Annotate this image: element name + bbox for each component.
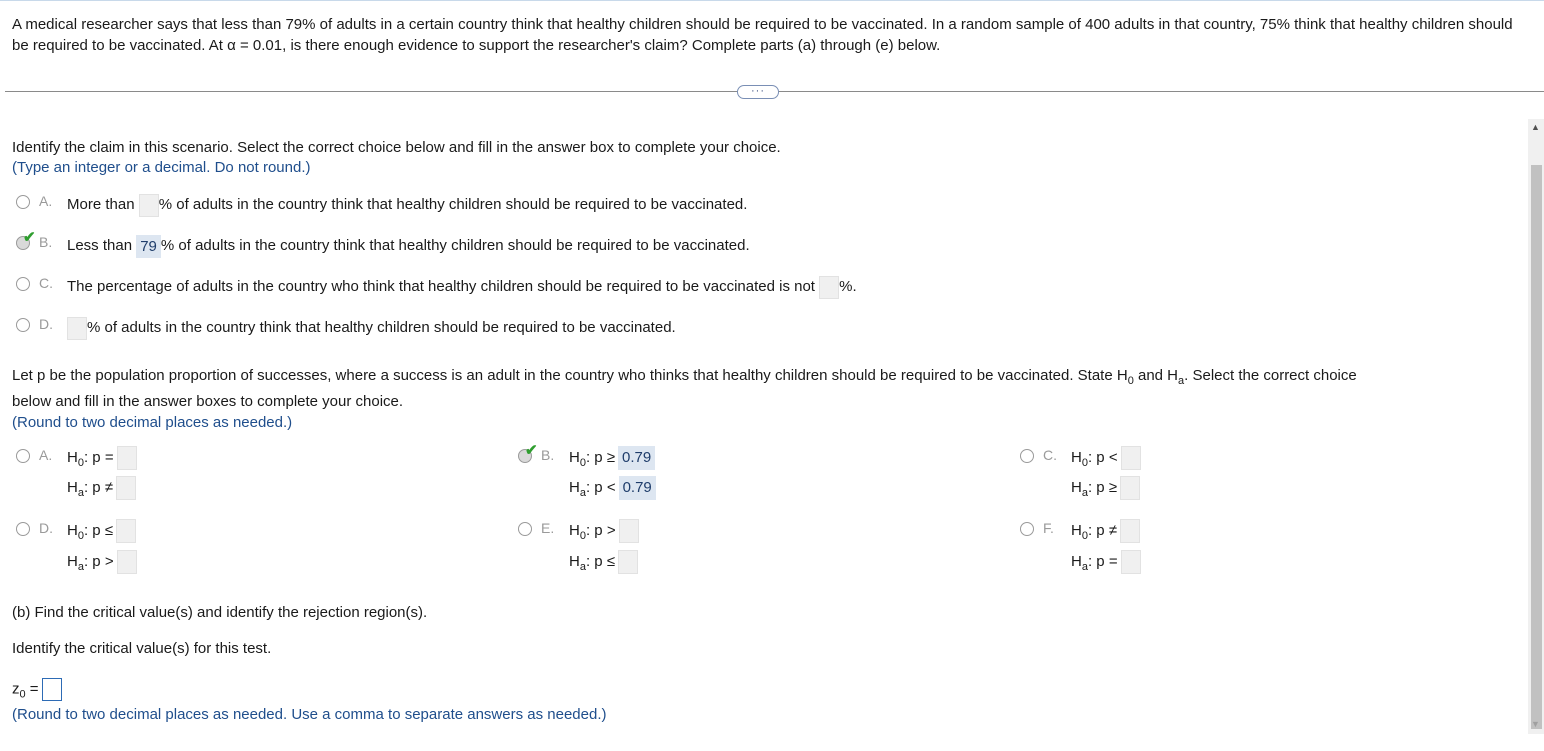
hyp-option-b-h0 (569, 446, 655, 470)
hypothesis-instruction-line2: below and fill in the answer boxes to complete your choice. (12, 393, 404, 410)
hyp-option-b-letter: B. (541, 447, 555, 463)
h-label: H (67, 552, 78, 570)
hyp-e-ha-relation: : p ≤ (585, 552, 616, 570)
h-label: H (569, 448, 580, 466)
hyp-option-e-h0-input[interactable] (619, 519, 639, 543)
scroll-up-icon[interactable]: ▲ (1531, 122, 1540, 132)
claim-option-a-input[interactable] (139, 194, 159, 217)
problem-statement: A medical researcher says that less than 79% of adults in a certain country think that healthy children should be required to be vaccinated. In a random sample of 400 adults in that country, 75% think that healthy children should be required to be vaccinated. At α = 0.01, is there enough evidence to support the researcher's claim? Complete parts (a) through (e) below. (12, 16, 1513, 54)
hyp-option-a-radio[interactable] (16, 449, 30, 463)
claim-option-b-answer[interactable]: 79 (136, 235, 161, 258)
scrollbar-thumb[interactable] (1531, 165, 1542, 729)
hyp-option-f-h0-input[interactable] (1120, 519, 1140, 543)
h-label: H (67, 521, 78, 539)
scroll-down-icon[interactable]: ▼ (1531, 719, 1540, 729)
hyp-e-h0-relation: : p > (585, 521, 616, 539)
ha-sub: a (579, 560, 586, 573)
claim-option-b (67, 234, 750, 258)
hyp-option-f-ha (1071, 550, 1141, 574)
ha-sub: a (77, 486, 84, 499)
claim-option-c (67, 275, 857, 299)
h0-sub: 0 (579, 529, 586, 542)
z0-input[interactable] (42, 678, 62, 701)
hyp-option-d-h0-input[interactable] (116, 519, 136, 543)
h-label: H (1071, 552, 1082, 570)
h-label: H (1071, 521, 1082, 539)
ha-subscript: a (1178, 375, 1185, 387)
hyp-option-e-radio[interactable] (518, 522, 532, 536)
claim-option-b-letter: B. (39, 234, 53, 250)
claim-option-c-post: %. (839, 278, 857, 295)
z-label: z (12, 680, 20, 698)
hyp-option-b-ha (569, 476, 656, 500)
hyp-option-d-letter: D. (39, 520, 53, 536)
claim-option-c-input[interactable] (819, 276, 839, 299)
hyp-option-d-radio[interactable] (16, 522, 30, 536)
hyp-option-a-letter: A. (39, 447, 53, 463)
hyp-option-e-h0 (569, 519, 639, 543)
h0-sub: 0 (77, 456, 84, 469)
h0-subscript: 0 (1127, 375, 1134, 387)
claim-option-a-radio[interactable] (16, 195, 30, 209)
h-label: H (1071, 448, 1082, 466)
hypothesis-hint: (Round to two decimal places as needed.) (12, 414, 293, 431)
correct-check-icon: ✔ (525, 442, 538, 459)
hyp-b-h0-relation: : p ≥ (585, 448, 616, 466)
hyp-f-h0-relation: : p ≠ (1087, 521, 1118, 539)
claim-hint: (Type an integer or a decimal. Do not round.) (12, 159, 311, 176)
hyp-option-a-ha-input[interactable] (116, 476, 136, 500)
hyp-option-f-ha-input[interactable] (1121, 550, 1141, 574)
hyp-option-a-ha (67, 476, 136, 500)
hyp-c-h0-relation: : p < (1087, 448, 1118, 466)
claim-option-a-post: % of adults in the country think that healthy children should be required to be vaccinated. (158, 196, 748, 213)
claim-option-c-letter: C. (39, 275, 53, 291)
claim-option-c-radio[interactable] (16, 277, 30, 291)
hyp-f-ha-relation: : p = (1087, 552, 1118, 570)
h0-sub: 0 (1081, 456, 1088, 469)
hyp-option-c-radio[interactable] (1020, 449, 1034, 463)
hypothesis-and: and H (1133, 367, 1179, 384)
h-label: H (1071, 478, 1082, 496)
h0-sub: 0 (1081, 529, 1088, 542)
ha-sub: a (77, 560, 84, 573)
h-label: H (67, 478, 78, 496)
h-label: H (569, 552, 580, 570)
hyp-option-d-h0 (67, 519, 136, 543)
claim-option-d (67, 316, 676, 340)
part-b-title: (b) Find the critical value(s) and identify the rejection region(s). (12, 604, 428, 621)
ha-sub: a (1081, 486, 1088, 499)
hyp-option-c-letter: C. (1043, 447, 1057, 463)
claim-option-a-letter: A. (39, 193, 53, 209)
claim-option-a-pre: More than (67, 196, 135, 213)
hyp-d-h0-relation: : p ≤ (83, 521, 114, 539)
claim-option-a (67, 193, 747, 217)
claim-option-c-pre: The percentage of adults in the country who think that healthy children should be required to be vaccinated is not (67, 278, 815, 295)
h-label: H (569, 521, 580, 539)
claim-option-d-radio[interactable] (16, 318, 30, 332)
hyp-c-ha-relation: : p ≥ (1087, 478, 1118, 496)
z-subscript: 0 (19, 688, 26, 701)
ha-sub: a (1081, 560, 1088, 573)
hyp-option-b-ha-answer[interactable]: 0.79 (619, 476, 656, 500)
hyp-option-a-h0-input[interactable] (117, 446, 137, 470)
z0-row (12, 678, 62, 701)
hyp-option-b-h0-answer[interactable]: 0.79 (618, 446, 655, 470)
hyp-option-c-h0 (1071, 446, 1141, 470)
hyp-option-c-h0-input[interactable] (1121, 446, 1141, 470)
correct-check-icon: ✔ (23, 229, 36, 246)
claim-instruction: Identify the claim in this scenario. Select the correct choice below and fill in the answer box to complete your choice. (12, 139, 781, 156)
hyp-option-f-radio[interactable] (1020, 522, 1034, 536)
critical-value-instruction: Identify the critical value(s) for this test. (12, 640, 272, 657)
hyp-option-e-ha-input[interactable] (618, 550, 638, 574)
hyp-option-f-letter: F. (1043, 520, 1054, 536)
hyp-option-e-ha (569, 550, 638, 574)
hyp-option-f-h0 (1071, 519, 1140, 543)
hypothesis-instruction-end: . Select the correct choice (1184, 367, 1357, 384)
hyp-option-e-letter: E. (541, 520, 555, 536)
h-label: H (67, 448, 78, 466)
top-border (0, 0, 1544, 1)
hyp-option-d-ha-input[interactable] (117, 550, 137, 574)
z-equals: = (25, 680, 39, 698)
hyp-a-h0-relation: : p = (83, 448, 114, 466)
hyp-option-d-ha (67, 550, 137, 574)
claim-option-d-post: % of adults in the country think that healthy children should be required to be vaccinated. (87, 319, 676, 336)
h0-sub: 0 (579, 456, 586, 469)
expand-button[interactable]: ··· (737, 85, 779, 99)
ha-sub: a (579, 486, 586, 499)
claim-option-b-pre: Less than (67, 237, 133, 254)
hyp-option-c-ha (1071, 476, 1140, 500)
claim-option-d-letter: D. (39, 316, 53, 332)
claim-option-b-post: % of adults in the country think that healthy children should be required to be vaccinated. (160, 237, 750, 254)
hypothesis-instruction (12, 367, 1357, 387)
hyp-b-ha-relation: : p < (585, 478, 616, 496)
h0-sub: 0 (77, 529, 84, 542)
claim-option-d-input[interactable] (67, 317, 87, 340)
hypothesis-instruction-text: Let p be the population proportion of successes, where a success is an adult in the country who thinks that healthy children should be required to be vaccinated. State H (12, 367, 1128, 384)
critical-value-hint: (Round to two decimal places as needed. Use a comma to separate answers as needed.) (12, 706, 607, 723)
h-label: H (569, 478, 580, 496)
hyp-d-ha-relation: : p > (83, 552, 114, 570)
hyp-a-ha-relation: : p ≠ (83, 478, 114, 496)
hyp-option-a-h0 (67, 446, 137, 470)
hyp-option-c-ha-input[interactable] (1120, 476, 1140, 500)
